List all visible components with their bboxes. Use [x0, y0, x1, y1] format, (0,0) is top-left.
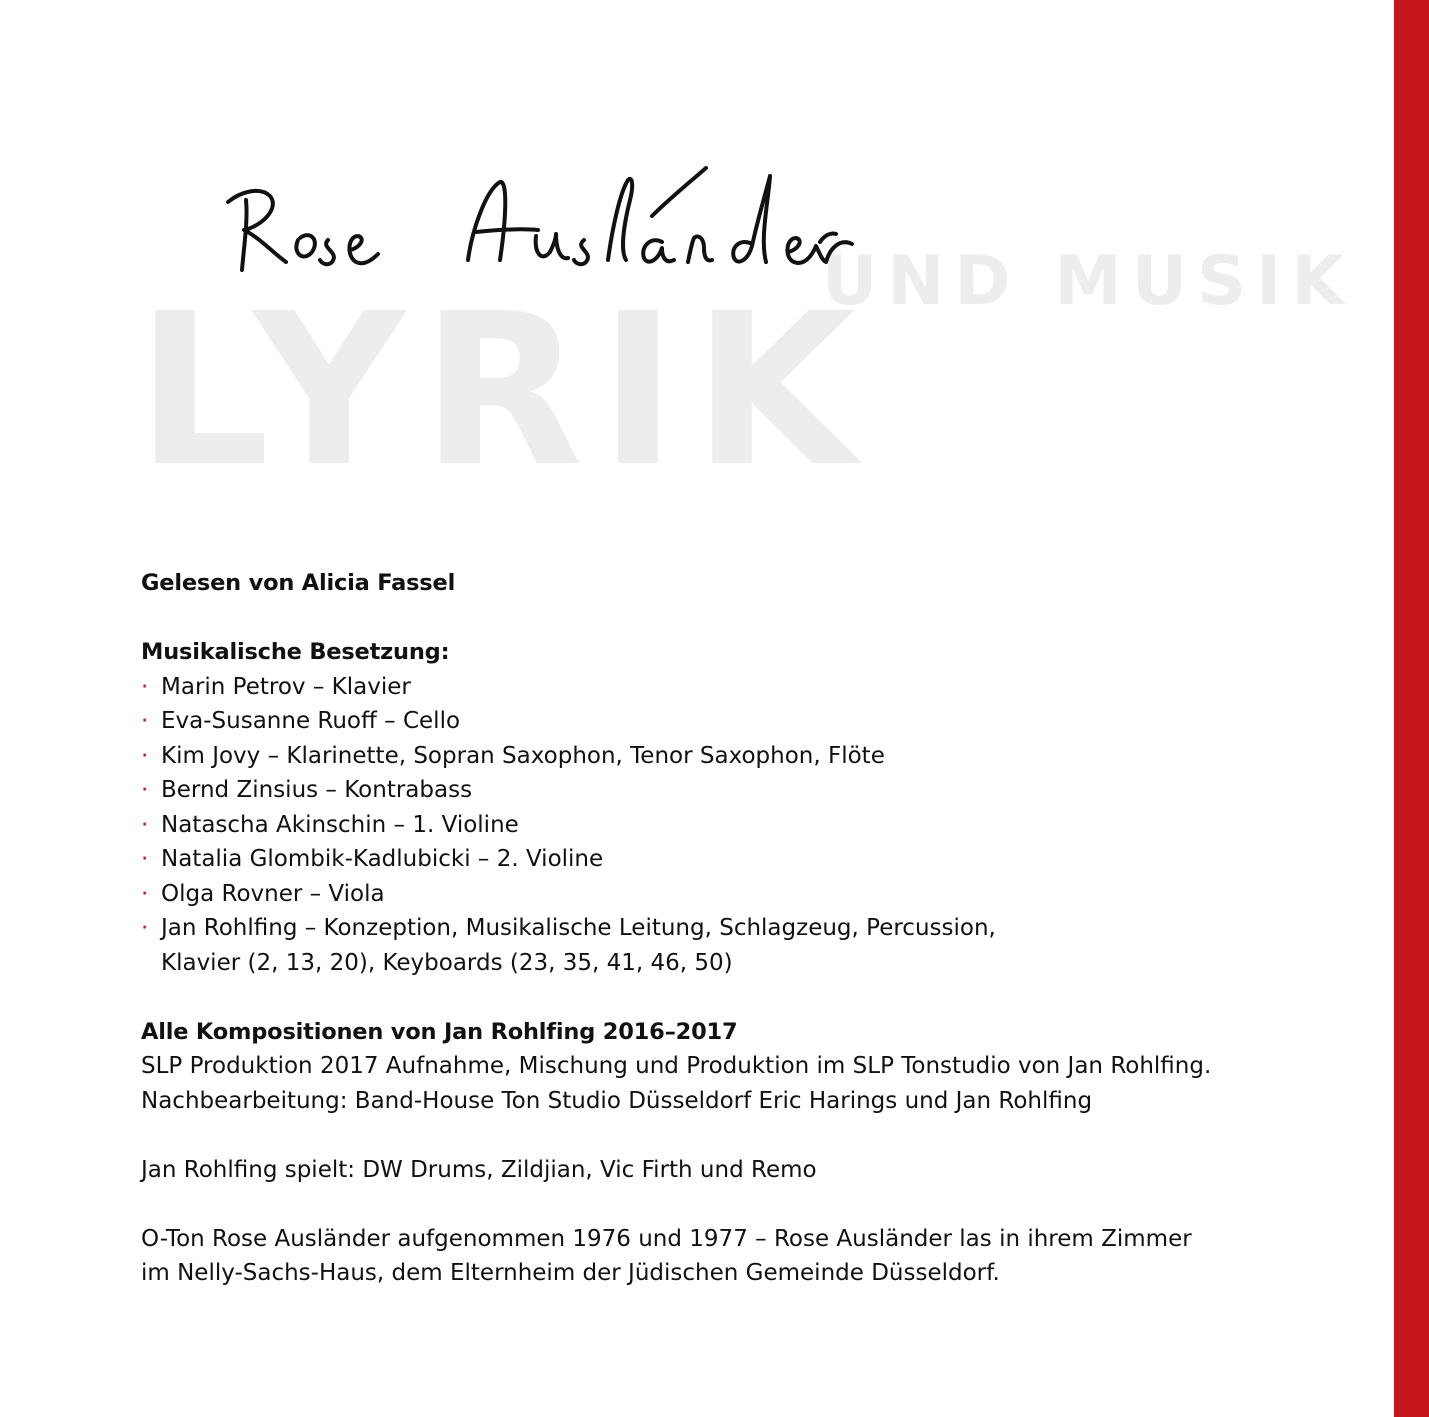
background-title-main: LYRIK	[136, 268, 872, 513]
bullet-dot: ·	[141, 777, 149, 803]
list-item	[141, 739, 1341, 774]
bullet-dot: ·	[141, 846, 149, 872]
cast-member: Natascha Akinschin – 1. Violine	[161, 811, 519, 838]
list-item	[141, 808, 1341, 843]
bullet-dot: ·	[141, 673, 149, 700]
list-item	[141, 670, 1341, 705]
spacer	[141, 980, 1341, 1015]
spacer	[141, 1118, 1341, 1153]
cast-member: Eva-Susanne Ruoff – Cello	[161, 708, 461, 734]
cast-list	[141, 670, 1341, 981]
bullet-dot: ·	[141, 708, 149, 734]
cast-member: Jan Rohlfing – Konzeption, Musikalische Leitung, Schlagzeug, Percussion,	[161, 915, 996, 941]
accent-sidebar-bar	[1394, 0, 1429, 1417]
cast-member: Bernd Zinsius – Kontrabass	[161, 777, 473, 803]
compositions-heading: Alle Kompositionen von Jan Rohlfing 2016–2017	[141, 1018, 738, 1045]
reader-heading: Gelesen von Alicia Fassel	[141, 570, 456, 596]
cast-member: Kim Jovy – Klarinette, Sopran Saxophon, Tenor Saxophon, Flöte	[161, 742, 885, 769]
original-sound-line: im Nelly-Sachs-Haus, dem Elternheim der Jüdischen Gemeinde Düsseldorf.	[141, 1260, 1000, 1286]
post-production-line: Nachbearbeitung: Band-House Ton Studio Düsseldorf Eric Harings und Jan Rohlfing	[141, 1087, 1093, 1114]
cast-member: Marin Petrov – Klavier	[161, 673, 411, 700]
production-line: SLP Produktion 2017 Aufnahme, Mischung und Produktion im SLP Tonstudio von Jan Rohlfing.	[141, 1053, 1212, 1079]
spacer	[141, 1187, 1341, 1222]
bullet-dot: ·	[141, 915, 149, 941]
cast-member: Natalia Glombik-Kadlubicki – 2. Violine	[161, 846, 604, 872]
bullet-dot: ·	[141, 811, 149, 838]
bullet-dot: ·	[141, 742, 149, 769]
credits-content	[141, 566, 1341, 1291]
cast-heading: Musikalische Besetzung:	[141, 639, 450, 665]
list-item	[141, 842, 1341, 877]
list-item	[141, 704, 1341, 739]
list-item	[141, 877, 1341, 912]
background-title-sub: UND MUSIK	[822, 242, 1355, 321]
list-item	[141, 911, 1341, 980]
handwritten-signature	[200, 120, 960, 300]
cast-member-continuation: Klavier (2, 13, 20), Keyboards (23, 35, 41, 46, 50)	[161, 949, 733, 976]
spacer	[141, 601, 1341, 636]
instruments-line: Jan Rohlfing spielt: DW Drums, Zildjian, Vic Firth und Remo	[141, 1156, 817, 1183]
cast-member: Olga Rovner – Viola	[161, 880, 385, 907]
original-sound-line: O-Ton Rose Ausländer aufgenommen 1976 und 1977 – Rose Ausländer las in ihrem Zimmer	[141, 1225, 1192, 1252]
bullet-dot: ·	[141, 880, 149, 907]
list-item	[141, 773, 1341, 808]
